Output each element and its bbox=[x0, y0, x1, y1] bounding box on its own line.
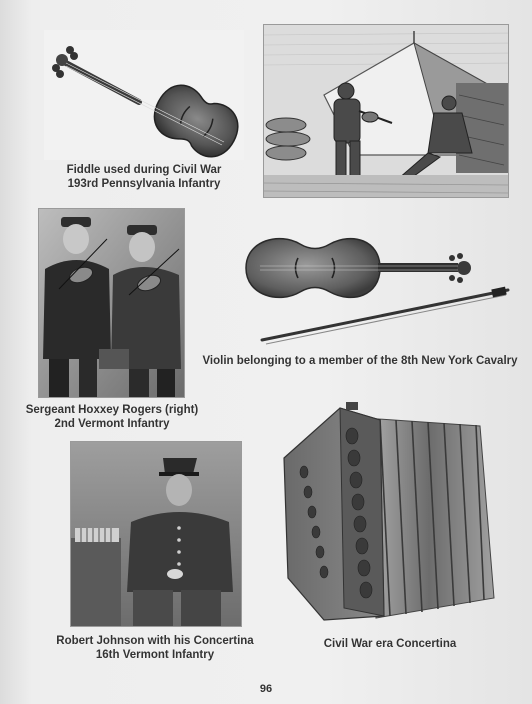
fiddle-caption bbox=[44, 163, 244, 191]
concertina-photo bbox=[280, 402, 502, 627]
caption-line: 16th Vermont Infantry bbox=[95, 649, 215, 661]
fiddle-photo bbox=[44, 30, 244, 160]
caption-line: Fiddle used during Civil War bbox=[66, 164, 222, 176]
violin-caption bbox=[190, 354, 530, 368]
page-number: 96 bbox=[259, 683, 273, 695]
hoxxey-caption bbox=[12, 403, 212, 431]
johnson-caption bbox=[40, 634, 270, 662]
caption-line: 2nd Vermont Infantry bbox=[54, 418, 170, 430]
caption-line: Sergeant Hoxxey Rogers (right) bbox=[25, 404, 199, 416]
caption-line: Robert Johnson with his Concertina bbox=[56, 635, 254, 647]
caption-line: Civil War era Concertina bbox=[323, 638, 457, 650]
caption-line: Violin belonging to a member of the 8th New York Cavalry bbox=[202, 355, 518, 367]
caption-line: 193rd Pennsylvania Infantry bbox=[67, 178, 221, 190]
hoxxey-rogers-photo bbox=[38, 208, 185, 398]
camp-sketch-image bbox=[263, 24, 509, 198]
violin-photo bbox=[240, 228, 516, 348]
robert-johnson-photo bbox=[70, 441, 242, 627]
concertina-caption bbox=[300, 637, 480, 651]
